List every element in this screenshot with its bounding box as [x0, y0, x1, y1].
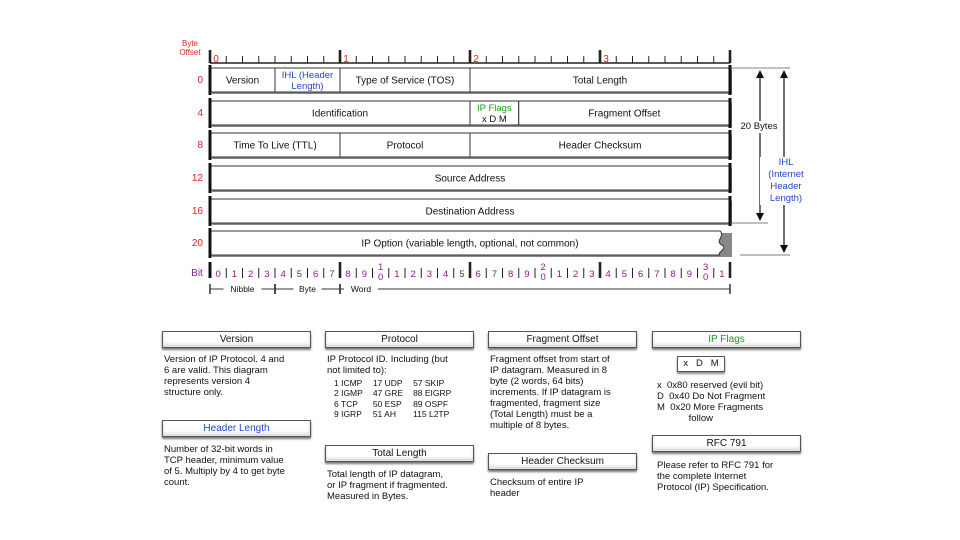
row-offset-20: 20 — [191, 238, 203, 249]
panel-ip-flags-title: IP Flags — [652, 331, 801, 348]
bit-number: 8 — [345, 269, 351, 280]
bit-number: 5 — [621, 269, 628, 280]
bit-number: 1 — [231, 269, 238, 280]
panel-fragment-offset-text: Fragment offset from start of IP datagram. Measured in 8 byte (2 words, 64 bits) increments. If IP datagram is fragmented, fragment size (Total Length) must be a multiple of 8 bytes. — [490, 354, 611, 431]
bit-number: 4 — [442, 269, 449, 280]
bit-number: 3 — [589, 269, 595, 280]
top-byte-offset: 0 — [213, 54, 219, 65]
table-row — [334, 388, 461, 398]
panel-header-length-text: Number of 32-bit words in TCP header, minimum value of 5. Multiply by 4 to get byte count. — [164, 444, 285, 488]
field-ip-flags-label: IP Flags x D M — [477, 103, 512, 125]
row-offset-4: 4 — [197, 108, 203, 119]
bit-axis-label: Bit — [191, 268, 203, 279]
panel-rfc-title: RFC 791 — [652, 435, 801, 452]
row-offset-12: 12 — [191, 173, 203, 184]
ihl-size-arrow-head-up — [780, 70, 788, 78]
bit-number: 6 — [475, 269, 481, 280]
table-cell: 9 IGRP — [334, 408, 362, 419]
bit-number: 1 — [719, 269, 725, 280]
panel-version-title: Version — [162, 331, 311, 348]
bit-number: 4 — [280, 269, 286, 280]
ip-flags-bits: x D M — [677, 356, 725, 372]
table-row — [334, 378, 461, 388]
header-size-arrow-head-up — [756, 70, 764, 78]
bit-number: 1 0 — [377, 262, 384, 283]
table-cell: 17 UDP — [372, 378, 403, 388]
panel-header-checksum-title: Header Checksum — [488, 453, 637, 470]
field-header-checksum-label: Header Checksum — [558, 140, 642, 152]
panel-total-length-title: Total Length — [325, 445, 474, 462]
field-protocol-label: Protocol — [386, 140, 424, 152]
table-cell: 115 L2TP — [413, 408, 450, 419]
panel-rfc-text: Please refer to RFC 791 for the complete Internet Protocol (IP) Specification. — [657, 460, 774, 493]
protocol-id-table — [334, 378, 461, 419]
ihl-size-arrow-head-down — [780, 245, 788, 253]
bit-number: 6 — [637, 269, 644, 280]
byte-offset-label: Byte Offset — [179, 39, 201, 57]
table-cell: 57 SKIP — [413, 378, 445, 388]
table-row — [334, 409, 461, 419]
panel-total-length-text: Total length of IP datagram, or IP fragment if fragmented. Measured in Bytes. — [327, 469, 448, 502]
bit-number: 9 — [524, 269, 530, 280]
top-byte-offset: 3 — [603, 54, 609, 65]
bit-number: 5 — [296, 269, 303, 280]
bit-number: 8 — [507, 269, 514, 280]
table-cell: 6 TCP — [334, 398, 358, 409]
nibble-scale-label: Nibble — [230, 284, 255, 294]
table-cell: 47 GRE — [372, 388, 404, 399]
byte-scale-label: Byte — [298, 284, 317, 294]
table-cell: 88 EIGRP — [413, 388, 452, 399]
panel-fragment-offset-title: Fragment Offset — [488, 331, 637, 348]
field-version-label: Version — [225, 75, 260, 87]
bit-number: 9 — [361, 269, 368, 280]
bit-number: 3 — [264, 269, 270, 280]
bit-number: 7 — [491, 269, 498, 280]
bit-number: 1 — [394, 269, 400, 280]
bit-number: 2 — [410, 269, 416, 280]
table-row — [334, 399, 461, 409]
header-size-arrow-head-down — [756, 213, 764, 221]
top-byte-offset: 2 — [473, 54, 479, 65]
table-cell: 51 AH — [372, 408, 396, 419]
table-cell: 50 ESP — [372, 398, 402, 409]
table-cell: 2 IGMP — [334, 388, 363, 399]
panel-protocol-title: Protocol — [325, 331, 474, 348]
bit-number: 6 — [312, 269, 319, 280]
bit-number: 2 0 — [540, 262, 546, 283]
bit-number: 2 — [247, 269, 254, 280]
word-scale-label: Word — [350, 284, 372, 294]
table-cell: 1 ICMP — [334, 378, 363, 388]
bit-number: 3 — [426, 269, 433, 280]
bit-number: 2 — [572, 269, 579, 280]
field-tos-label: Type of Service (TOS) — [355, 75, 455, 87]
field-fragment-offset-label: Fragment Offset — [588, 108, 661, 120]
field-ihl-label: IHL (Header Length) — [281, 70, 334, 92]
bit-number: 5 — [459, 269, 465, 280]
field-total-length-label: Total Length — [572, 75, 628, 87]
bit-number: 3 0 — [702, 262, 709, 283]
bit-number: 4 — [605, 269, 611, 280]
bit-number: 7 — [654, 269, 660, 280]
table-cell: 89 OSPF — [413, 398, 449, 409]
field-destination-address-label: Destination Address — [425, 206, 515, 218]
bit-number: 8 — [670, 269, 676, 280]
row-offset-8: 8 — [197, 140, 203, 151]
field-identification-label: Identification — [311, 108, 369, 120]
bit-number: 9 — [686, 269, 693, 280]
panel-header-checksum-text: Checksum of entire IP header — [490, 477, 584, 499]
panel-header-length-title: Header Length — [162, 420, 311, 437]
bit-number: 1 — [556, 269, 563, 280]
field-ttl-label: Time To Live (TTL) — [233, 140, 317, 152]
bit-number: 7 — [329, 269, 335, 280]
panel-ip-flags-text: x 0x80 reserved (evil bit) D 0x40 Do Not Fragment M 0x20 More Fragments follow — [657, 380, 766, 424]
field-source-address-label: Source Address — [434, 173, 506, 185]
panel-protocol-text: IP Protocol ID. Including (but not limited to): — [327, 354, 448, 376]
row-offset-16: 16 — [191, 206, 203, 217]
field-ip-option-label: IP Option (variable length, optional, not common) — [361, 238, 579, 250]
header-size-label: 20 Bytes — [736, 121, 782, 133]
panel-version-text: Version of IP Protocol. 4 and 6 are valid. This diagram represents version 4 structure only. — [164, 354, 285, 398]
bit-number: 0 — [215, 269, 221, 280]
row-offset-0: 0 — [197, 75, 203, 86]
ihl-side-label: IHL (Internet Header Length) — [760, 157, 812, 205]
top-byte-offset: 1 — [343, 54, 349, 65]
